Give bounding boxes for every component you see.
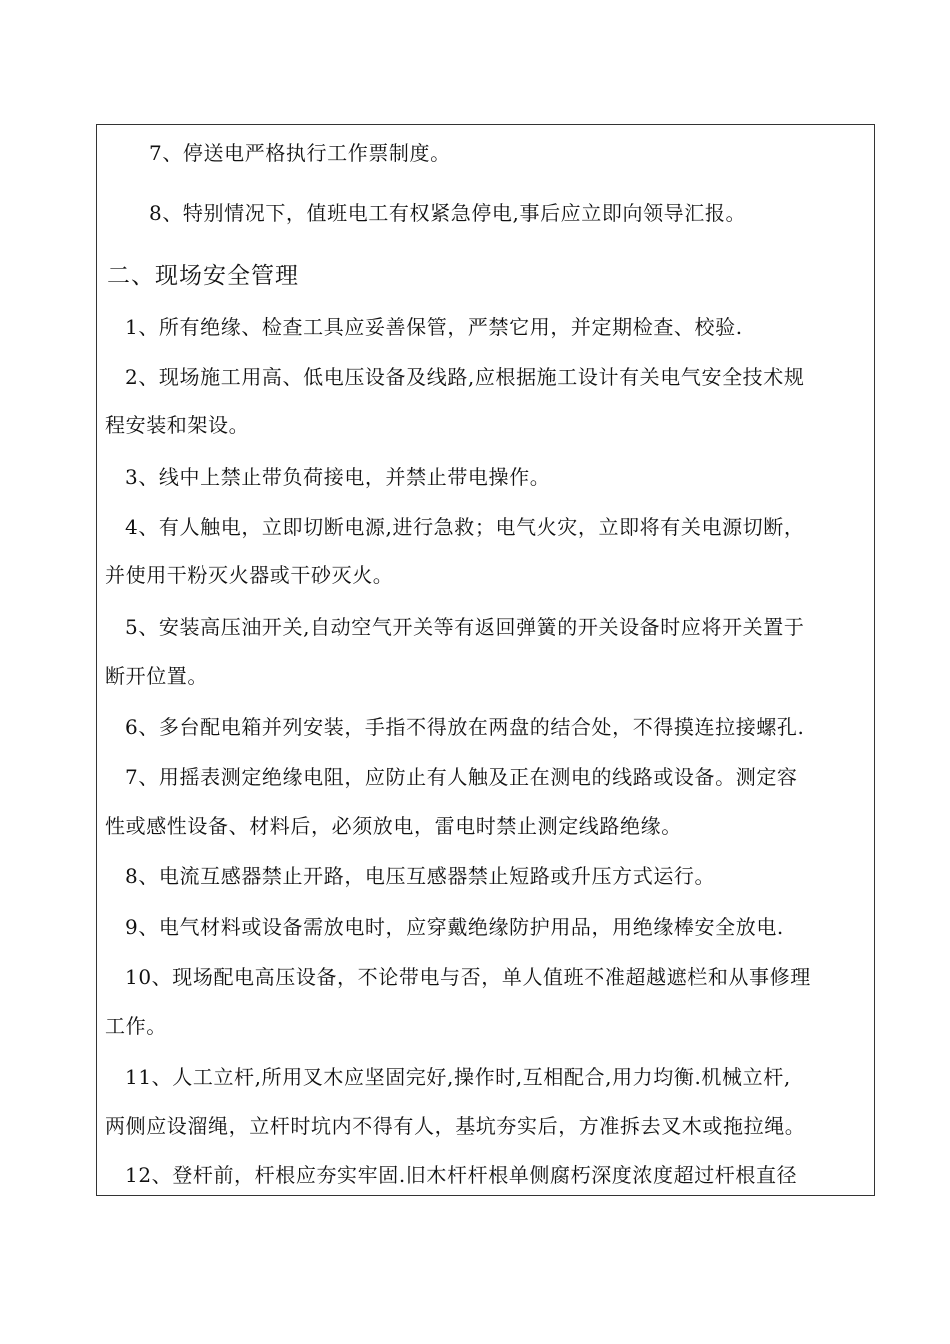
text-line-21: 12、登杆前，杆根应夯实牢固.旧木杆杆根单侧腐朽深度浓度超过杆根直径	[125, 1163, 798, 1187]
text-line-10: 5、安装高压油开关,自动空气开关等有返回弹簧的开关设备时应将开关置于	[125, 615, 805, 639]
text-line-9: 并使用干粉灭火器或干砂灭火。	[105, 563, 394, 587]
text-line-4: 1、所有绝缘、检查工具应妥善保管，严禁它用，并定期检查、校验.	[125, 315, 743, 339]
text-line-5: 2、现场施工用高、低电压设备及线路,应根据施工设计有关电气安全技术规	[125, 365, 805, 389]
text-line-12: 6、多台配电箱并列安装，手指不得放在两盘的结合处，不得摸连拉接螺孔.	[125, 715, 805, 739]
text-line-11: 断开位置。	[105, 664, 208, 688]
text-line-2: 8、特别情况下，值班电工有权紧急停电,事后应立即向领导汇报。	[149, 201, 747, 225]
text-line-15: 8、电流互感器禁止开路，电压互感器禁止短路或升压方式运行。	[125, 864, 716, 888]
text-line-14: 性或感性设备、材料后，必须放电，雷电时禁止测定线路绝缘。	[105, 814, 682, 838]
text-line-8: 4、有人触电，立即切断电源,进行急救；电气火灾，立即将有关电源切断，	[125, 515, 805, 539]
text-line-19: 11、人工立杆,所用叉木应坚固完好,操作时,互相配合,用力均衡.机械立杆,	[125, 1065, 791, 1089]
text-line-1: 7、停送电严格执行工作票制度。	[149, 141, 451, 165]
document-frame	[96, 124, 875, 1196]
text-line-18: 工作。	[105, 1014, 167, 1038]
section-heading: 二、现场安全管理	[107, 263, 299, 289]
text-line-6: 程安装和架设。	[105, 413, 250, 437]
text-line-20: 两侧应设溜绳，立杆时坑内不得有人，基坑夯实后，方准拆去叉木或拖拉绳。	[105, 1114, 806, 1138]
text-line-16: 9、电气材料或设备需放电时，应穿戴绝缘防护用品，用绝缘棒安全放电.	[125, 915, 784, 939]
text-line-17: 10、现场配电高压设备，不论带电与否，单人值班不准超越遮栏和从事修理	[125, 965, 811, 989]
text-line-7: 3、线中上禁止带负荷接电，并禁止带电操作。	[125, 465, 551, 489]
text-line-13: 7、用摇表测定绝缘电阻，应防止有人触及正在测电的线路或设备。测定容	[125, 765, 798, 789]
